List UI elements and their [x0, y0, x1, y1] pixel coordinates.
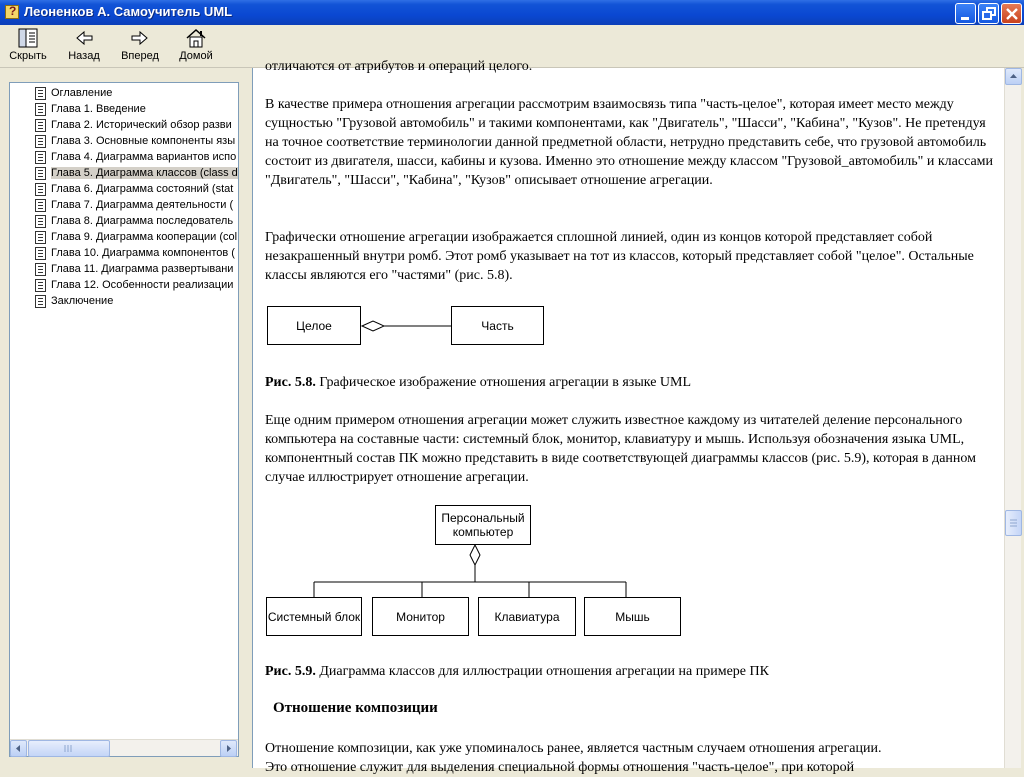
caption-5-8-text: Графическое изображение отношения агрегации в языке UML [319, 375, 692, 390]
caption-5-9-number: Рис. 5.9. [265, 664, 316, 679]
scroll-up-icon [1006, 69, 1021, 84]
class-box-system-unit: Системный блок [266, 597, 362, 636]
document-icon [35, 135, 46, 148]
document-icon [35, 279, 46, 292]
scroll-left-icon [11, 741, 26, 756]
restore-icon [979, 4, 1000, 25]
caption-5-8 [265, 373, 995, 392]
toc-item-label: Глава 3. Основные компоненты язы [51, 135, 236, 147]
toc-tree [34, 86, 239, 310]
toc-item-label: Глава 11. Диаграмма развертывани [51, 263, 234, 275]
toc-item[interactable] [34, 150, 239, 166]
toc-item[interactable] [34, 294, 239, 310]
toc-item-label: Глава 10. Диаграмма компонентов ( [51, 247, 235, 259]
content-vertical-scrollbar[interactable] [1004, 68, 1021, 768]
heading-composition: Отношение композиции [273, 700, 438, 716]
toc-item[interactable] [34, 198, 239, 214]
document-icon [35, 183, 46, 196]
toc-item-label: Глава 9. Диаграмма кооперации (col [51, 231, 238, 243]
toc-item-label: Глава 2. Исторический обзор разви [51, 119, 232, 131]
toc-horizontal-scrollbar[interactable] [10, 739, 238, 756]
partial-bottom-text: Это отношение служит для выделения специальной формы отношения "часть-целое", при которой [265, 760, 855, 775]
document-icon [35, 151, 46, 164]
scroll-left-button[interactable] [10, 740, 27, 757]
toc-item-label: Глава 1. Введение [51, 103, 146, 115]
class-box-keyboard: Клавиатура [478, 597, 576, 636]
scroll-up-button[interactable] [1005, 68, 1022, 85]
class-box-monitor: Монитор [372, 597, 469, 636]
topic-content[interactable] [252, 59, 1004, 775]
document-icon [35, 199, 46, 212]
toc-item[interactable] [34, 102, 239, 118]
scroll-right-button[interactable] [220, 740, 237, 757]
class-box-mouse: Мышь [584, 597, 681, 636]
paragraph-composition: Отношение композиции, как уже упоминалось ранее, является частным случаем отношения агрегации. [265, 741, 882, 756]
toc-item[interactable] [34, 278, 239, 294]
paragraph-aggregation-graphics: Графически отношение агрегации изображается сплошной линией, один из концов которой представляет собой незакрашенный внутри ромб. Этот ромб указывает на тот из классов, который представляет собой "целое". Остальные классы являются его "частями" (рис. 5.8). [265, 230, 974, 283]
document-icon [35, 167, 46, 180]
document-icon [35, 87, 46, 100]
forward-label: Вперед [121, 50, 159, 62]
toc-horizontal-thumb[interactable] [28, 740, 110, 757]
toc-item[interactable] [34, 214, 239, 230]
document-icon [35, 295, 46, 308]
document-icon [35, 263, 46, 276]
home-label: Домой [179, 50, 213, 62]
toc-item-label: Глава 4. Диаграмма вариантов испо [51, 151, 237, 163]
grip-icon [29, 741, 109, 756]
hide-button[interactable] [7, 27, 49, 65]
grip-icon [1006, 511, 1021, 535]
content-vertical-thumb[interactable] [1005, 510, 1022, 536]
hide-label: Скрыть [9, 50, 47, 62]
aggregation-connector [361, 318, 453, 334]
title-bar[interactable] [0, 0, 1024, 25]
hide-pane-icon [16, 27, 40, 49]
toc-item-label: Оглавление [51, 87, 113, 99]
toc-item[interactable] [34, 230, 239, 246]
caption-5-9-text: Диаграмма классов для иллюстрации отношения агрегации на примере ПК [319, 664, 769, 679]
paragraph-aggregation-example: В качестве примера отношения агрегации рассмотрим взаимосвязь типа "часть-целое", которая имеет место между сущностью "Грузовой автомобиль" и такими компонентами, как "Двигатель", "Шасси", "Кабина", "Кузов". Не претендуя на точное соответствие терминологии данной предметной области, нетрудно представить себе, что грузовой автомобиль состоит из двигателя, шасси, кабины и кузова. Именно это отношение между классом "Грузовой_автомобиль" и классами "Двигатель", "Шасси", "Кабина", "Кузов" описывает отношение агрегации. [265, 97, 994, 188]
document-icon [35, 119, 46, 132]
contents-pane[interactable] [9, 82, 239, 757]
close-button[interactable] [1001, 3, 1022, 24]
toc-item[interactable] [34, 134, 239, 150]
toc-item-label: Заключение [51, 295, 114, 307]
class-box-pc: Персональный компьютер [435, 505, 531, 545]
window-title: Леоненков А. Самоучитель UML [24, 4, 233, 19]
home-icon [184, 27, 208, 49]
toc-item[interactable] [34, 86, 239, 102]
back-button[interactable] [66, 27, 102, 65]
home-button[interactable] [176, 27, 216, 65]
minimize-icon [956, 4, 977, 25]
toc-item[interactable] [34, 262, 239, 278]
minimize-button[interactable] [955, 3, 976, 24]
document-icon [35, 215, 46, 228]
document-icon [35, 231, 46, 244]
toc-item-label: Глава 8. Диаграмма последователь [51, 215, 234, 227]
class-box-part: Часть [451, 306, 544, 345]
close-icon [1002, 4, 1023, 25]
pane-splitter[interactable] [244, 70, 251, 768]
document-icon [35, 103, 46, 116]
scroll-right-icon [221, 741, 236, 756]
toc-item[interactable] [34, 182, 239, 198]
back-arrow-icon [72, 27, 96, 49]
aggregation-tree-connectors [253, 545, 693, 600]
toc-item-label: Глава 5. Диаграмма классов (class d [51, 167, 238, 179]
back-label: Назад [68, 50, 100, 62]
forward-arrow-icon [128, 27, 152, 49]
document-icon [35, 247, 46, 260]
restore-button[interactable] [978, 3, 999, 24]
toc-item-label: Глава 6. Диаграмма состояний (stat [51, 183, 234, 195]
toc-item-label: Глава 12. Особенности реализации [51, 279, 234, 291]
class-box-whole: Целое [267, 306, 361, 345]
caption-5-8-number: Рис. 5.8. [265, 375, 316, 390]
paragraph-pc-example: Еще одним примером отношения агрегации может служить известное каждому из читателей деление персонального компьютера на составные части: системный блок, монитор, клавиатуру и мышь. Используя обозначения языка UML, компонентный состав ПК можно представить в виде соответствующей диаграммы классов (рис. 5.9), которая в данном случае иллюстрирует отношение агрегации. [265, 413, 976, 485]
help-book-icon [5, 5, 19, 19]
toc-item[interactable] [34, 246, 239, 262]
caption-5-9 [265, 662, 995, 681]
forward-button[interactable] [119, 27, 161, 65]
toc-item[interactable] [34, 166, 239, 182]
toc-item[interactable] [34, 118, 239, 134]
partial-top-text: отличаются от атрибутов и операций целого. [265, 59, 533, 74]
toc-item-label: Глава 7. Диаграмма деятельности ( [51, 199, 234, 211]
